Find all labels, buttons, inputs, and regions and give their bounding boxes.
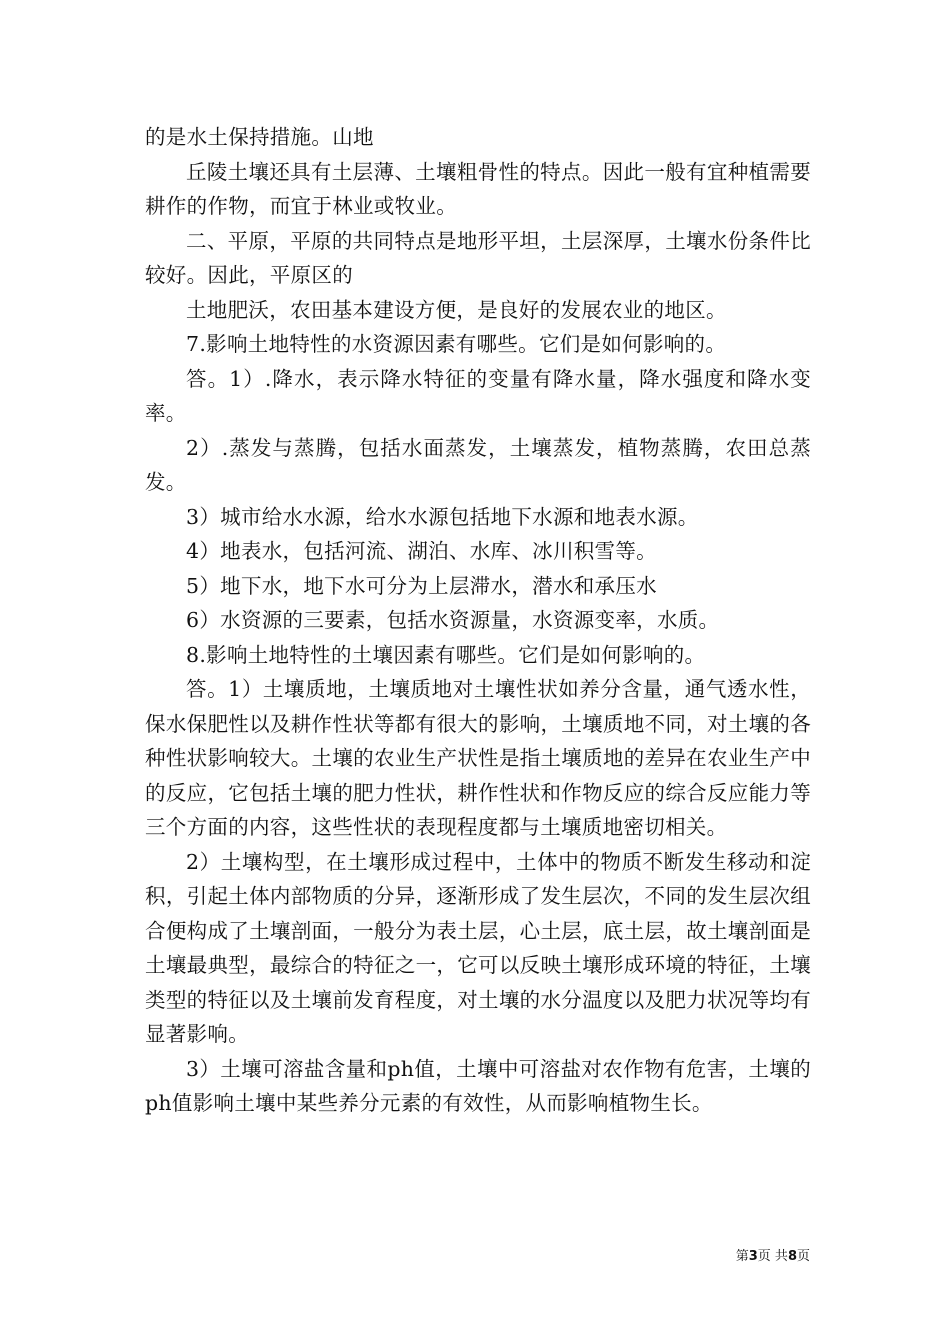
paragraph: 3）土壤可溶盐含量和ph值，土壤中可溶盐对农作物有危害，土壤的ph值影响土壤中某些养分元素的有效性，从而影响植物生长。 (145, 1056, 811, 1115)
footer-suffix: 页 (796, 1249, 810, 1264)
paragraph: 土地肥沃，农田基本建设方便，是良好的发展农业的地区。 (186, 297, 727, 322)
document-body (145, 120, 811, 1121)
paragraph: 7.影响土地特性的水资源因素有哪些。它们是如何影响的。 (186, 332, 727, 356)
paragraph: 二、平原，平原的共同特点是地形平坦，土层深厚，土壤水份条件比较好。因此，平原区的 (145, 228, 811, 287)
paragraph: 2）.蒸发与蒸腾，包括水面蒸发，土壤蒸发，植物蒸腾，农田总蒸发。 (145, 435, 811, 494)
paragraph: 8.影响土地特性的土壤因素有哪些。它们是如何影响的。 (186, 642, 706, 667)
footer-prefix: 第 (735, 1249, 749, 1264)
paragraph: 4）地表水，包括河流、湖泊、水库、冰川积雪等。 (186, 539, 657, 563)
page-number-footer (736, 1245, 810, 1264)
paragraph: 2）土壤构型，在土壤形成过程中，土体中的物质不断发生移动和淀积，引起土体内部物质的分异，逐渐形成了发生层次，不同的发生层次组合便构成了土壤剖面，一般分为表土层，心土层，底土层，故土壤剖面是土壤最典型，最综合的特征之一，它可以反映土壤形成环境的特征，土壤类型的特征以及土壤前发育程度，对土壤的水分温度以及肥力状况等均有显著影响。 (145, 849, 811, 1046)
current-page-number: 3 (748, 1249, 758, 1264)
paragraph: 丘陵土壤还具有土层薄、土壤粗骨性的特点。因此一般有宜种植需要耕作的作物，而宜于林业或牧业。 (145, 159, 811, 218)
paragraph: 6）水资源的三要素，包括水资源量，水资源变率，水质。 (186, 608, 720, 632)
total-page-number: 8 (787, 1249, 797, 1264)
paragraph: 答。1）.降水，表示降水特征的变量有降水量，降水强度和降水变率。 (145, 366, 811, 425)
footer-middle: 页 共 (757, 1249, 788, 1264)
paragraph: 的是水土保持措施。山地 (145, 125, 374, 149)
paragraph: 答。1）土壤质地，土壤质地对土壤性状如养分含量，通气透水性，保水保肥性以及耕作性状等都有很大的影响，土壤质地不同，对土壤的各种性状影响较大。土壤的农业生产状性是指土壤质地的差异在农业生产中的反应，它包括土壤的肥力性状，耕作性状和作物反应的综合反应能力等三个方面的内容，这些性状的表现程度都与土壤质地密切相关。 (145, 677, 811, 839)
paragraph: 3）城市给水水源，给水水源包括地下水源和地表水源。 (186, 504, 699, 529)
paragraph: 5）地下水，地下水可分为上层滞水，潜水和承压水 (186, 573, 657, 598)
